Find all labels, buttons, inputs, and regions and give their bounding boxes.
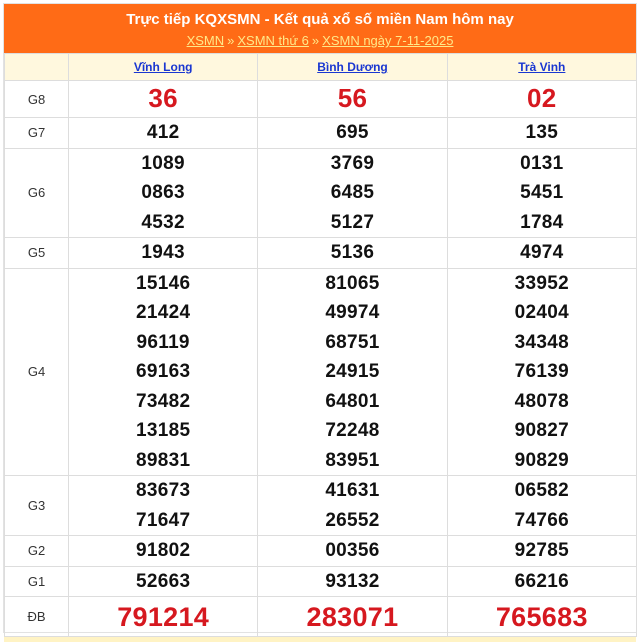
prize-cell <box>69 148 258 238</box>
prize-number: 68751 <box>325 331 380 353</box>
prize-number: 21424 <box>135 302 191 323</box>
prize-number: 41631 <box>325 480 380 501</box>
prize-number: 76139 <box>514 361 569 382</box>
prize-number: 34348 <box>514 331 569 353</box>
prize-cell <box>258 597 447 637</box>
prize-number: 1089 <box>141 152 185 174</box>
prize-cell <box>258 566 447 597</box>
breadcrumb <box>4 29 636 49</box>
results-table <box>4 53 637 637</box>
prize-number: 06582 <box>514 480 569 501</box>
prize-cell <box>69 118 258 149</box>
prize-number: 26552 <box>325 509 380 531</box>
prize-number: 96119 <box>136 331 190 353</box>
prize-number: 1943 <box>141 242 185 263</box>
prize-number: 135 <box>525 122 559 143</box>
prize-cell <box>69 81 258 118</box>
prize-number: 49974 <box>325 302 380 323</box>
prize-number: 3769 <box>330 152 375 174</box>
breadcrumb-xsmn-link[interactable]: XSMN <box>186 33 225 48</box>
province-header-cell <box>69 54 258 81</box>
special-prize-number: 765683 <box>495 601 588 632</box>
prize-number: 72248 <box>325 420 380 441</box>
prize-cell <box>69 597 258 637</box>
breadcrumb-separator: » <box>311 33 320 48</box>
prize-cell <box>69 268 258 476</box>
prize-number: 02 <box>527 83 557 114</box>
prize-row-g2 <box>5 536 637 567</box>
prize-cell <box>447 118 636 149</box>
lottery-results-panel <box>3 3 637 633</box>
prize-cell <box>447 536 636 567</box>
prize-cell <box>447 238 636 269</box>
prize-number: 5136 <box>330 242 375 263</box>
prize-cell <box>69 536 258 567</box>
special-prize-number: 791214 <box>117 601 210 632</box>
page-title: Trực tiếp KQXSMN - Kết quả xổ số miền Nam hôm nay <box>126 11 514 28</box>
prize-cell <box>258 476 447 536</box>
bottom-strip <box>4 637 636 642</box>
prize-row-g1 <box>5 566 637 597</box>
prize-number: 66216 <box>514 570 569 592</box>
prize-label: G2 <box>5 536 69 567</box>
breadcrumb-separator: » <box>227 33 235 48</box>
prize-row-g7 <box>5 118 637 149</box>
province-header-cell <box>258 54 447 81</box>
prize-number: 83951 <box>325 449 380 471</box>
prize-number: 0863 <box>141 182 185 203</box>
prize-cell <box>258 536 447 567</box>
prize-number: 412 <box>146 122 180 143</box>
prize-row-db <box>5 597 637 637</box>
prize-cell <box>447 476 636 536</box>
prize-label: G8 <box>5 81 69 118</box>
prize-row-g8 <box>5 81 637 118</box>
prize-cell <box>258 268 447 476</box>
prize-row-g3 <box>5 476 637 536</box>
prize-label: G6 <box>5 148 69 238</box>
prize-cell <box>447 81 636 118</box>
prize-number: 0131 <box>520 152 564 174</box>
prize-cell <box>69 476 258 536</box>
prize-row-g6 <box>5 148 637 238</box>
prize-number: 56 <box>337 83 368 114</box>
prize-label: ĐB <box>5 597 69 637</box>
province-link-tra-vinh[interactable]: Trà Vinh <box>518 60 566 74</box>
prize-number: 5451 <box>520 182 564 203</box>
prize-cell <box>258 118 447 149</box>
prize-number: 02404 <box>514 302 569 323</box>
province-header-cell <box>447 54 636 81</box>
province-link-binh-duong[interactable]: Bình Dương <box>317 60 388 74</box>
prize-number: 74766 <box>514 509 569 531</box>
prize-label: G1 <box>5 566 69 597</box>
corner-cell <box>5 54 69 81</box>
prize-label: G4 <box>5 268 69 476</box>
prize-row-g5 <box>5 238 637 269</box>
province-link-vinh-long[interactable]: Vĩnh Long <box>133 60 193 74</box>
prize-number: 69163 <box>135 361 191 382</box>
prize-number: 13185 <box>135 420 191 441</box>
prize-number: 90827 <box>514 420 569 441</box>
prize-cell <box>447 566 636 597</box>
prize-cell <box>447 148 636 238</box>
prize-number: 73482 <box>135 390 191 412</box>
prize-number: 695 <box>336 122 369 143</box>
special-prize-number: 283071 <box>306 601 399 632</box>
prize-cell <box>258 238 447 269</box>
prize-number: 36 <box>148 83 178 114</box>
prize-number: 5127 <box>330 211 375 233</box>
prize-cell <box>258 148 447 238</box>
prize-number: 33952 <box>514 272 569 294</box>
breadcrumb-weekday-link[interactable]: XSMN thứ 6 <box>237 33 309 48</box>
prize-row-g4 <box>5 268 637 476</box>
prize-cell <box>447 268 636 476</box>
breadcrumb-date-link[interactable]: XSMN ngày 7-11-2025 <box>322 33 454 48</box>
prize-number: 15146 <box>135 272 191 294</box>
prize-number: 81065 <box>325 272 380 294</box>
prize-number: 91802 <box>135 540 191 561</box>
prize-number: 24915 <box>325 361 380 382</box>
prize-label: G5 <box>5 238 69 269</box>
prize-number: 4532 <box>141 211 185 233</box>
prize-number: 83673 <box>135 480 191 501</box>
prize-label: G3 <box>5 476 69 536</box>
prize-cell <box>258 81 447 118</box>
prize-cell <box>69 566 258 597</box>
province-header-row <box>5 54 637 81</box>
prize-number: 6485 <box>330 182 375 203</box>
prize-number: 48078 <box>514 390 569 412</box>
prize-number: 1784 <box>520 211 564 233</box>
prize-number: 90829 <box>514 449 569 471</box>
prize-number: 93132 <box>325 570 380 592</box>
prize-number: 89831 <box>135 449 191 471</box>
prize-number: 4974 <box>520 242 564 263</box>
prize-cell <box>69 238 258 269</box>
prize-number: 71647 <box>135 509 191 531</box>
prize-cell <box>447 597 636 637</box>
prize-number: 64801 <box>325 390 380 412</box>
prize-number: 92785 <box>514 540 569 561</box>
results-header <box>4 4 636 53</box>
prize-number: 52663 <box>135 570 191 592</box>
prize-label: G7 <box>5 118 69 149</box>
prize-number: 00356 <box>325 540 380 561</box>
